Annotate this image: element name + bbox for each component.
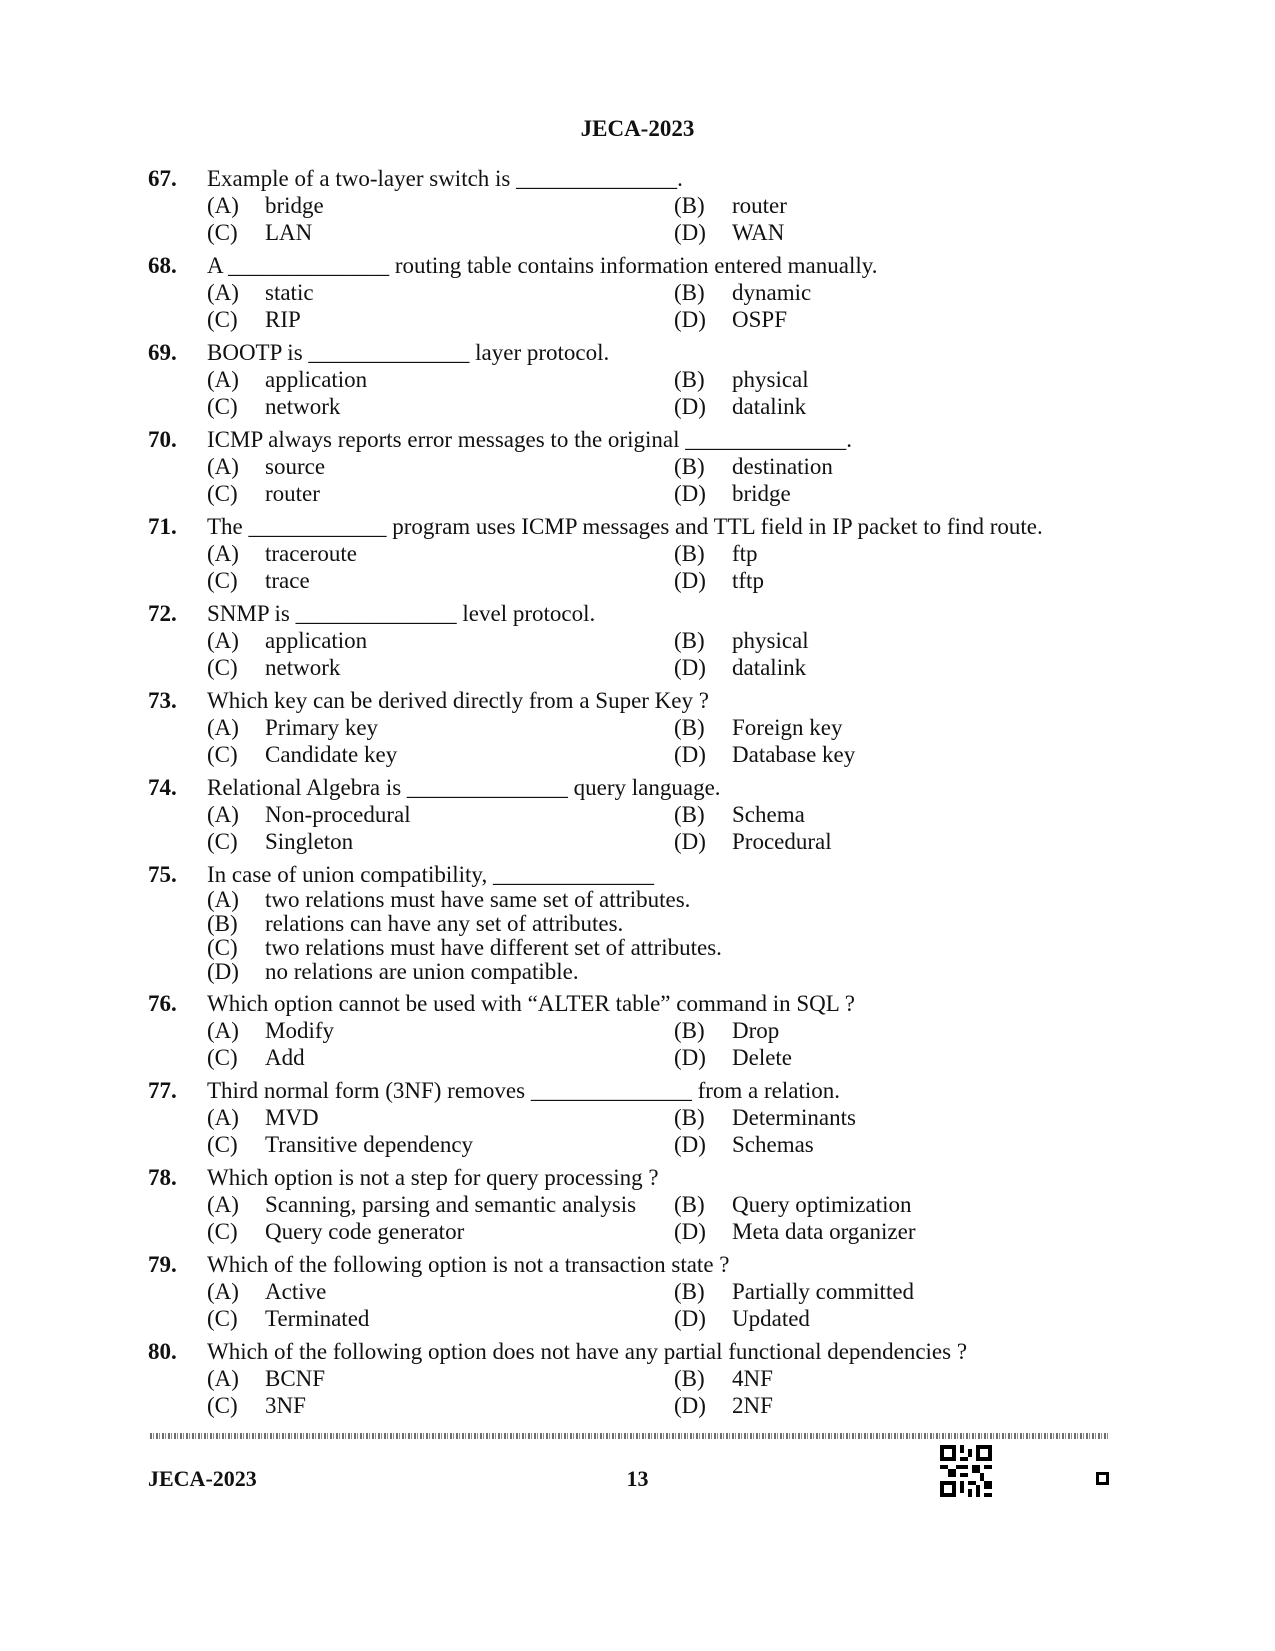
footer-page-number: 13: [626, 1466, 649, 1491]
question-list: [0, 166, 1275, 1426]
option-label: (A): [207, 280, 239, 305]
option-text: tftp: [732, 568, 764, 593]
option-label: (A): [207, 715, 239, 740]
option-row: [0, 366, 1275, 393]
option-row: [0, 888, 1275, 912]
option-text: bridge: [732, 481, 791, 506]
option-label: (B): [674, 367, 705, 392]
option-text: RIP: [265, 307, 301, 332]
question-line: [0, 1252, 1275, 1278]
option-label: (B): [674, 1279, 705, 1304]
option-row: [0, 1365, 1275, 1392]
option-label: (C): [207, 1219, 238, 1244]
option-label: (D): [674, 220, 706, 245]
option-label: (B): [674, 715, 705, 740]
option-label: (C): [207, 1306, 238, 1331]
question-text: The ____________ program uses ICMP messages and TTL field in IP packet to find route.: [207, 514, 1043, 539]
option-text: datalink: [732, 394, 807, 419]
option-label: (D): [674, 1132, 706, 1157]
option-text: Schemas: [732, 1132, 814, 1157]
option-label: (C): [207, 829, 238, 854]
question-text: Which option cannot be used with “ALTER table” command in SQL ?: [207, 991, 855, 1016]
option-row: [0, 453, 1275, 480]
option-text: two relations must have same set of attributes.: [265, 887, 691, 912]
question-line: [0, 166, 1275, 192]
option-text: network: [265, 655, 341, 680]
option-text: BCNF: [265, 1366, 326, 1391]
option-text: Non-procedural: [265, 802, 411, 827]
option-label: (D): [674, 1306, 706, 1331]
option-row: [0, 741, 1275, 768]
corner-marker-icon: [1096, 1472, 1109, 1485]
question-block: [0, 1078, 1275, 1158]
option-text: Foreign key: [732, 715, 843, 740]
question-block: [0, 1165, 1275, 1245]
option-row: [0, 219, 1275, 246]
option-text: Partially committed: [732, 1279, 915, 1304]
option-text: Determinants: [732, 1105, 856, 1130]
option-text: network: [265, 394, 341, 419]
page-title: JECA-2023: [580, 116, 695, 141]
option-row: [0, 627, 1275, 654]
option-text: Terminated: [265, 1306, 370, 1331]
option-text: ftp: [732, 541, 758, 566]
option-row: [0, 960, 1275, 984]
option-label: (C): [207, 655, 238, 680]
option-label: (B): [674, 628, 705, 653]
option-text: Delete: [732, 1045, 793, 1070]
option-text: OSPF: [732, 307, 787, 332]
option-text: static: [265, 280, 314, 305]
option-label: (C): [207, 742, 238, 767]
option-label: (B): [674, 802, 705, 827]
option-text: application: [265, 367, 368, 392]
question-block: [0, 253, 1275, 333]
question-text: Which of the following option does not have any partial functional dependencies ?: [207, 1339, 968, 1364]
question-block: [0, 1339, 1275, 1419]
question-block: [0, 340, 1275, 420]
question-number: 69.: [148, 340, 177, 365]
option-text: datalink: [732, 655, 807, 680]
option-label: (D): [674, 829, 706, 854]
qr-code-icon: [940, 1445, 992, 1497]
option-text: Query optimization: [732, 1192, 912, 1217]
question-block: [0, 991, 1275, 1071]
option-label: (A): [207, 541, 239, 566]
option-text: no relations are union compatible.: [265, 959, 579, 984]
option-label: (C): [207, 220, 238, 245]
option-text: physical: [732, 628, 809, 653]
option-row: [0, 1392, 1275, 1419]
option-row: [0, 480, 1275, 507]
question-line: [0, 1165, 1275, 1191]
option-label: (A): [207, 1366, 239, 1391]
confidential-strip: [150, 1433, 1110, 1439]
option-label: (B): [207, 911, 238, 936]
option-text: Modify: [265, 1018, 334, 1043]
question-number: 78.: [148, 1165, 177, 1190]
option-row: [0, 1191, 1275, 1218]
question-text: Which key can be derived directly from a Super Key ?: [207, 688, 709, 713]
option-label: (B): [674, 541, 705, 566]
option-text: Procedural: [732, 829, 832, 854]
option-row: [0, 1131, 1275, 1158]
question-text: A ______________ routing table contains information entered manually.: [207, 253, 878, 278]
option-label: (D): [674, 307, 706, 332]
question-number: 67.: [148, 166, 177, 191]
option-row: [0, 1218, 1275, 1245]
option-label: (A): [207, 628, 239, 653]
option-text: Drop: [732, 1018, 780, 1043]
option-row: [0, 1305, 1275, 1332]
option-label: (A): [207, 193, 239, 218]
option-label: (B): [674, 454, 705, 479]
footer-exam-code: JECA-2023: [148, 1466, 257, 1491]
option-row: [0, 567, 1275, 594]
option-label: (D): [674, 655, 706, 680]
question-line: [0, 775, 1275, 801]
option-label: (C): [207, 307, 238, 332]
question-text: Third normal form (3NF) removes ______________ from a relation.: [207, 1078, 841, 1103]
question-text: Relational Algebra is ______________ query language.: [207, 775, 721, 800]
option-label: (A): [207, 802, 239, 827]
option-label: (A): [207, 1279, 239, 1304]
option-label: (A): [207, 367, 239, 392]
question-block: [0, 688, 1275, 768]
option-text: destination: [732, 454, 833, 479]
question-block: [0, 166, 1275, 246]
question-number: 80.: [148, 1339, 177, 1364]
option-label: (D): [674, 481, 706, 506]
question-text: SNMP is ______________ level protocol.: [207, 601, 596, 626]
question-block: [0, 601, 1275, 681]
option-text: Scanning, parsing and semantic analysis: [265, 1192, 637, 1217]
option-text: Add: [265, 1045, 305, 1070]
question-block: [0, 1252, 1275, 1332]
option-label: (B): [674, 193, 705, 218]
option-label: (C): [207, 568, 238, 593]
option-text: Schema: [732, 802, 805, 827]
option-row: [0, 912, 1275, 936]
question-number: 70.: [148, 427, 177, 452]
question-number: 74.: [148, 775, 177, 800]
question-line: [0, 601, 1275, 627]
option-text: dynamic: [732, 280, 812, 305]
option-label: (C): [207, 394, 238, 419]
option-text: Candidate key: [265, 742, 398, 767]
option-text: Meta data organizer: [732, 1219, 916, 1244]
question-line: [0, 427, 1275, 453]
option-label: (A): [207, 1018, 239, 1043]
option-text: trace: [265, 568, 310, 593]
question-number: 76.: [148, 991, 177, 1016]
option-row: [0, 714, 1275, 741]
question-text: Which option is not a step for query processing ?: [207, 1165, 659, 1190]
question-line: [0, 991, 1275, 1017]
question-number: 79.: [148, 1252, 177, 1277]
option-label: (A): [207, 1105, 239, 1130]
option-text: Primary key: [265, 715, 379, 740]
option-label: (C): [207, 1045, 238, 1070]
option-row: [0, 540, 1275, 567]
option-label: (A): [207, 887, 239, 912]
option-label: (A): [207, 1192, 239, 1217]
option-label: (C): [207, 935, 238, 960]
option-label: (D): [674, 1045, 706, 1070]
question-block: [0, 862, 1275, 984]
option-text: Active: [265, 1279, 327, 1304]
option-text: MVD: [265, 1105, 319, 1130]
option-row: [0, 654, 1275, 681]
question-line: [0, 1339, 1275, 1365]
option-label: (B): [674, 1105, 705, 1130]
question-block: [0, 427, 1275, 507]
option-label: (D): [674, 1393, 706, 1418]
question-line: [0, 1078, 1275, 1104]
option-label: (B): [674, 280, 705, 305]
question-text: Which of the following option is not a transaction state ?: [207, 1252, 730, 1277]
option-text: physical: [732, 367, 809, 392]
option-row: [0, 1044, 1275, 1071]
question-text: ICMP always reports error messages to the original ______________.: [207, 427, 852, 452]
option-text: application: [265, 628, 368, 653]
option-text: relations can have any set of attributes.: [265, 911, 624, 936]
option-row: [0, 1104, 1275, 1131]
question-block: [0, 775, 1275, 855]
question-block: [0, 514, 1275, 594]
option-label: (D): [674, 394, 706, 419]
question-line: [0, 514, 1275, 540]
option-text: source: [265, 454, 326, 479]
option-label: (B): [674, 1018, 705, 1043]
option-row: [0, 306, 1275, 333]
option-label: (C): [207, 1132, 238, 1157]
option-text: Transitive dependency: [265, 1132, 474, 1157]
option-row: [0, 192, 1275, 219]
option-label: (B): [674, 1366, 705, 1391]
question-line: [0, 688, 1275, 714]
question-number: 71.: [148, 514, 177, 539]
option-label: (D): [674, 568, 706, 593]
option-row: [0, 279, 1275, 306]
question-number: 68.: [148, 253, 177, 278]
option-text: router: [732, 193, 787, 218]
option-text: WAN: [732, 220, 785, 245]
option-row: [0, 1017, 1275, 1044]
option-text: traceroute: [265, 541, 357, 566]
option-label: (D): [674, 1219, 706, 1244]
option-text: Query code generator: [265, 1219, 465, 1244]
option-text: 2NF: [732, 1393, 773, 1418]
question-line: [0, 340, 1275, 366]
option-row: [0, 936, 1275, 960]
option-label: (C): [207, 1393, 238, 1418]
option-text: 4NF: [732, 1366, 773, 1391]
option-text: Database key: [732, 742, 856, 767]
question-text: Example of a two-layer switch is ______________.: [207, 166, 683, 191]
option-label: (C): [207, 481, 238, 506]
option-row: [0, 828, 1275, 855]
option-text: router: [265, 481, 320, 506]
question-text: In case of union compatibility, ______________: [207, 862, 654, 887]
option-label: (D): [674, 742, 706, 767]
question-number: 77.: [148, 1078, 177, 1103]
option-text: 3NF: [265, 1393, 306, 1418]
option-label: (D): [207, 959, 239, 984]
question-number: 72.: [148, 601, 177, 626]
question-number: 73.: [148, 688, 177, 713]
option-text: Singleton: [265, 829, 354, 854]
option-text: Updated: [732, 1306, 810, 1331]
option-row: [0, 393, 1275, 420]
option-text: two relations must have different set of attributes.: [265, 935, 722, 960]
question-number: 75.: [148, 862, 177, 887]
option-label: (A): [207, 454, 239, 479]
question-text: BOOTP is ______________ layer protocol.: [207, 340, 610, 365]
question-line: [0, 862, 1275, 888]
option-label: (B): [674, 1192, 705, 1217]
option-text: bridge: [265, 193, 324, 218]
option-text: LAN: [265, 220, 313, 245]
option-row: [0, 1278, 1275, 1305]
question-line: [0, 253, 1275, 279]
option-row: [0, 801, 1275, 828]
